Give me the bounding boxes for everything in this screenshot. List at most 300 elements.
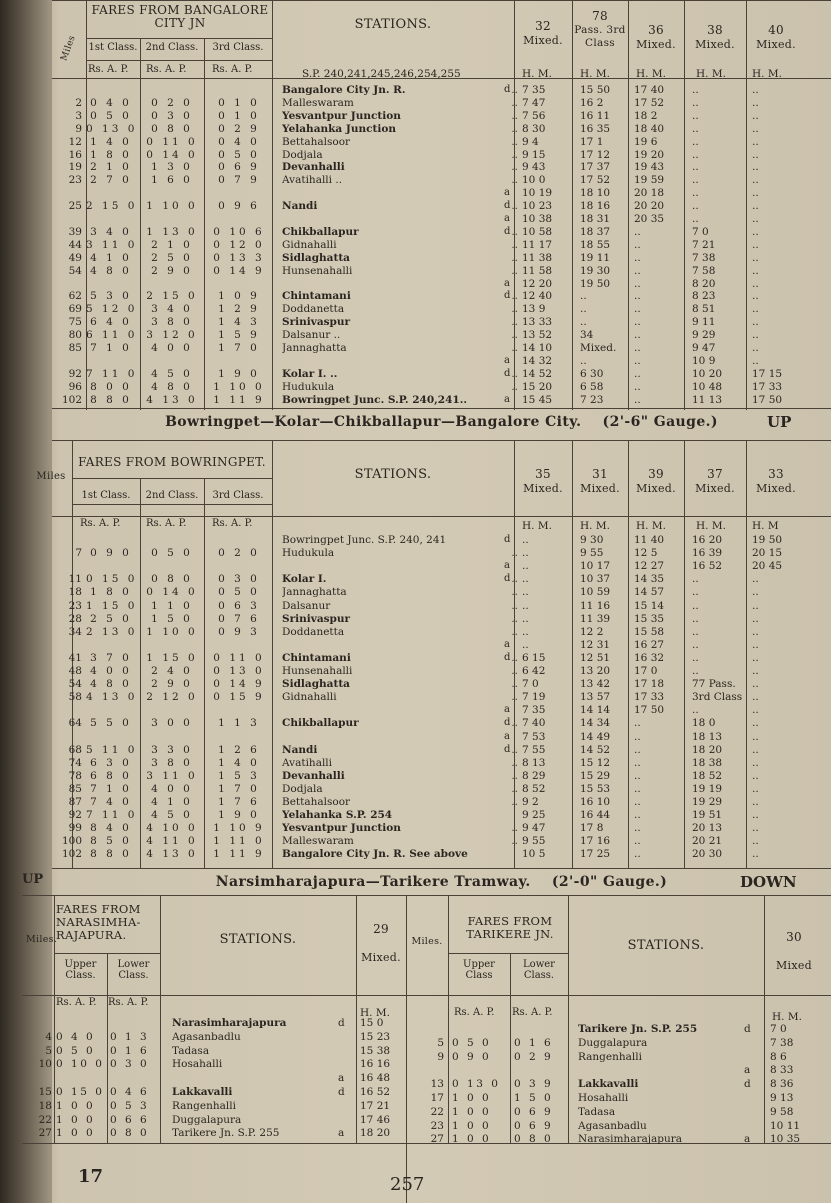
tram-left-time: 16 52 bbox=[360, 1086, 391, 1098]
time-cell: 16 32 bbox=[634, 651, 665, 664]
station-name: Avatihalli .. bbox=[282, 174, 343, 187]
tram-left-time: 16 48 bbox=[360, 1072, 391, 1085]
station-name: Kolar I. .. bbox=[282, 367, 338, 380]
fares-title: FARES FROM BANGALORE CITY JN bbox=[91, 3, 269, 30]
fare-1st-cell: 8 4 0 bbox=[90, 822, 132, 835]
fare-1st-cell: 6 3 0 bbox=[90, 756, 132, 769]
time-cell: 7 0 bbox=[692, 225, 709, 238]
leader-dots: .. bbox=[511, 612, 518, 625]
time-cell: 18 2 bbox=[634, 109, 658, 122]
fare-1st-cell: 2 7 0 bbox=[90, 174, 132, 187]
timetable-row bbox=[52, 809, 831, 821]
leader-dots: .. bbox=[511, 665, 518, 677]
direction-down: DOWN bbox=[740, 873, 797, 891]
timetable-row bbox=[52, 691, 831, 703]
timetable-row bbox=[52, 110, 831, 122]
tram-left-time: 15 23 bbox=[360, 1030, 391, 1043]
tram-right-miles: 5 bbox=[437, 1036, 444, 1049]
train-36-no: 36 bbox=[648, 23, 664, 37]
time-cell: 10 48 bbox=[692, 380, 723, 393]
tram-left-upper-fare: 0 4 0 bbox=[56, 1030, 96, 1043]
lower-class-3r: Lower Class. bbox=[523, 959, 555, 981]
station-name: Yelahanka S.P. 254 bbox=[282, 809, 393, 822]
station-name: Nandi bbox=[282, 743, 318, 756]
time-cell: .. bbox=[580, 303, 587, 316]
station-name: Nandi bbox=[282, 200, 318, 213]
tram-right-ad bbox=[744, 1120, 758, 1132]
time-cell: .. bbox=[634, 796, 641, 808]
time-cell: 10 9 bbox=[692, 354, 716, 367]
tram-left-miles: 5 bbox=[45, 1044, 52, 1057]
class1-header-2: 1st Class. bbox=[81, 490, 131, 501]
class3-header-2: 3rd Class. bbox=[212, 490, 264, 501]
time-cell: 13 57 bbox=[580, 691, 611, 704]
tram-right-lower-fare bbox=[514, 1023, 568, 1035]
train-39-no: 39 bbox=[648, 467, 664, 481]
time-cell: 19 29 bbox=[692, 796, 723, 808]
time-cell: .. bbox=[634, 303, 641, 316]
fare-1st-cell: 2 13 0 bbox=[86, 625, 138, 638]
time-cell: 17 0 bbox=[634, 665, 658, 677]
time-cell: .. bbox=[752, 769, 759, 782]
miles-cell: 100 bbox=[61, 835, 82, 848]
tram-left-station: Hosahalli bbox=[172, 1058, 223, 1071]
miles-cell: 102 bbox=[61, 393, 82, 406]
time-cell: .. bbox=[752, 835, 759, 848]
tram-left-lower-fare: 0 6 6 bbox=[110, 1113, 150, 1126]
time-cell: 16 2 bbox=[580, 96, 604, 109]
time-cell: .. bbox=[634, 393, 641, 406]
tram-right-station: Duggalapura bbox=[578, 1036, 648, 1049]
arr-dep-marker: d bbox=[504, 743, 511, 755]
time-cell: Mixed. bbox=[580, 342, 617, 354]
stations-header-3l: STATIONS. bbox=[219, 932, 297, 947]
time-cell: 16 35 bbox=[580, 122, 611, 135]
tram-left-time: 18 20 bbox=[360, 1127, 391, 1140]
fare-3rd-cell: 1 11 0 bbox=[213, 835, 265, 848]
fare-1st-cell: 8 8 0 bbox=[90, 848, 132, 861]
fare-1st-cell: 3 11 0 bbox=[86, 238, 138, 251]
arr-dep-marker: d bbox=[504, 573, 511, 585]
fare-3rd-cell: 1 2 9 bbox=[218, 303, 260, 316]
train-29-no: 29 bbox=[373, 922, 389, 936]
time-cell: .. bbox=[522, 612, 529, 625]
unit-3r-2: Rs. A. P. bbox=[512, 1007, 553, 1018]
time-cell: .. bbox=[522, 560, 529, 573]
time-cell: 7 40 bbox=[522, 717, 546, 730]
tram-right-lower-fare bbox=[514, 1064, 568, 1076]
station-name: Bettahalsoor bbox=[282, 796, 351, 808]
fare-1st-cell: 5 11 0 bbox=[86, 743, 138, 756]
time-cell: 11 17 bbox=[522, 238, 553, 251]
fare-2nd-cell: 4 5 0 bbox=[151, 367, 193, 380]
time-cell: 17 40 bbox=[634, 84, 665, 96]
fare-2nd-cell: 1 10 0 bbox=[146, 625, 198, 638]
time-cell: 18 31 bbox=[580, 213, 611, 225]
time-cell: 17 12 bbox=[580, 148, 611, 161]
fare-3rd-cell: 1 4 0 bbox=[218, 756, 260, 769]
miles-cell: 64 bbox=[68, 717, 82, 730]
tram-left-lower-fare: 0 1 6 bbox=[110, 1044, 150, 1057]
station-name: Bowringpet Junc. S.P. 240,241.. bbox=[282, 393, 468, 406]
fare-3rd-cell: 0 2 9 bbox=[218, 122, 260, 135]
leader-dots: .. bbox=[511, 547, 518, 560]
fare-2nd-cell: 0 8 0 bbox=[151, 122, 193, 135]
fare-2nd-cell: 3 3 0 bbox=[151, 743, 193, 756]
leader-dots: .. bbox=[511, 380, 518, 393]
time-cell: 8 29 bbox=[522, 769, 546, 782]
fare-3rd-cell: 1 9 0 bbox=[218, 809, 260, 822]
fare-2nd-cell: 4 13 0 bbox=[146, 393, 198, 406]
time-cell: 17 8 bbox=[580, 822, 604, 835]
miles-cell: 18 bbox=[68, 586, 82, 599]
leader-dots: .. bbox=[511, 743, 518, 756]
timetable-row bbox=[52, 84, 831, 96]
train-38-type: Mixed. bbox=[695, 38, 735, 51]
miles-cell: 99 bbox=[68, 822, 82, 835]
fare-1st-cell: 0 5 0 bbox=[90, 109, 132, 122]
station-name: Hunsenahalli bbox=[282, 264, 353, 277]
section-tramway bbox=[26, 895, 831, 1155]
timetable-row bbox=[52, 613, 831, 625]
arr-dep-marker: a bbox=[504, 187, 510, 199]
timetable-row bbox=[52, 368, 831, 380]
time-cell: .. bbox=[634, 730, 641, 743]
leader-dots: .. bbox=[511, 316, 518, 329]
tram-right-station: Narasimharajapura bbox=[578, 1133, 683, 1146]
fare-2nd-cell: 0 5 0 bbox=[151, 547, 193, 560]
time-cell: 15 45 bbox=[522, 393, 553, 406]
fare-2nd-cell: 3 12 0 bbox=[146, 329, 198, 342]
tram-left-lower-fare: 0 4 6 bbox=[110, 1086, 150, 1098]
fare-1st-cell: 4 8 0 bbox=[90, 264, 132, 277]
time-cell: .. bbox=[752, 638, 759, 651]
miles-cell: 49 bbox=[68, 251, 82, 264]
section-bowringpet-bangalore bbox=[22, 440, 831, 891]
tram-left-station: Narasimharajapura bbox=[172, 1017, 287, 1029]
class2-header-2: 2nd Class. bbox=[145, 490, 199, 501]
tram-left-lower-fare bbox=[110, 1017, 160, 1029]
station-name: Hunsenahalli bbox=[282, 665, 353, 677]
timetable-row bbox=[52, 744, 831, 756]
train-29-type: Mixed. bbox=[361, 951, 401, 964]
station-name: Devanhalli bbox=[282, 161, 345, 174]
leader-dots: .. bbox=[511, 717, 518, 730]
tram-right-time: 7 0 bbox=[770, 1023, 787, 1035]
time-cell: 14 32 bbox=[522, 354, 553, 367]
tram-right-ad: a bbox=[744, 1133, 751, 1146]
route-title-2 bbox=[52, 874, 831, 890]
tram-right-ad bbox=[744, 1106, 758, 1118]
fares-title-3l: FARES FROM NARASIMHA-RAJAPURA. bbox=[56, 902, 141, 942]
tram-right-upper-fare: 0 5 0 bbox=[452, 1036, 492, 1049]
tram-right-time: 9 58 bbox=[770, 1105, 794, 1118]
time-cell: .. bbox=[634, 367, 641, 380]
time-cell: .. bbox=[580, 290, 587, 303]
fare-1st-cell: 0 9 0 bbox=[90, 547, 132, 560]
fare-3rd-cell: 1 7 0 bbox=[218, 782, 260, 795]
time-cell: .. bbox=[522, 534, 529, 546]
fare-3rd-cell: 1 5 9 bbox=[218, 329, 260, 342]
fare-1st-cell: 2 1 0 bbox=[90, 161, 132, 174]
time-cell: 13 20 bbox=[580, 665, 611, 677]
time-cell: .. bbox=[634, 225, 641, 238]
tram-left-station: Duggalapura bbox=[172, 1113, 242, 1126]
tram-right-upper-fare bbox=[452, 1064, 508, 1076]
hm-3r: H. M. bbox=[772, 1011, 802, 1023]
fare-3rd-cell: 0 14 9 bbox=[213, 264, 265, 277]
timetable-row bbox=[52, 136, 831, 148]
leader-dots: .. bbox=[511, 342, 518, 354]
miles-cell: 68 bbox=[68, 743, 82, 756]
time-cell: 17 50 bbox=[634, 704, 665, 717]
timetable-row bbox=[52, 547, 831, 559]
time-cell: .. bbox=[752, 303, 759, 316]
time-cell: .. bbox=[522, 599, 529, 612]
class3-header: 3rd Class. bbox=[212, 42, 264, 53]
fare-3rd-cell: 1 5 3 bbox=[218, 769, 260, 782]
arr-dep-marker: a bbox=[504, 213, 510, 224]
fare-3rd-cell: 1 11 9 bbox=[213, 393, 265, 406]
time-cell: 7 38 bbox=[692, 251, 716, 264]
train-36-type: Mixed. bbox=[636, 38, 676, 51]
time-cell: 10 19 bbox=[522, 187, 553, 200]
time-cell: .. bbox=[634, 809, 641, 822]
time-cell: .. bbox=[752, 84, 759, 96]
time-cell: .. bbox=[752, 730, 759, 743]
time-cell: 20 13 bbox=[692, 822, 723, 835]
time-cell: .. bbox=[752, 316, 759, 329]
time-cell: 18 52 bbox=[692, 769, 723, 782]
time-cell: .. bbox=[752, 238, 759, 251]
station-name: Gidnahalli bbox=[282, 238, 337, 251]
time-cell: 19 59 bbox=[634, 174, 665, 187]
leader-dots: .. bbox=[511, 822, 518, 835]
leader-dots: .. bbox=[511, 122, 518, 135]
leader-dots: .. bbox=[511, 769, 518, 782]
time-cell: 8 30 bbox=[522, 122, 546, 135]
time-cell: .. bbox=[692, 586, 699, 599]
tram-left-upper-fare bbox=[56, 1072, 106, 1084]
time-cell: 7 55 bbox=[522, 743, 546, 756]
leader-dots: .. bbox=[511, 84, 518, 96]
fare-3rd-cell: 1 4 3 bbox=[218, 316, 260, 329]
fare-3rd-cell: 1 9 0 bbox=[218, 367, 260, 380]
fare-3rd-cell: 0 1 0 bbox=[218, 109, 260, 122]
time-cell: .. bbox=[752, 213, 759, 225]
hm-3: H. M. bbox=[636, 68, 666, 80]
fare-1st-cell: 3 7 0 bbox=[90, 651, 132, 664]
fare-1st-cell: 8 0 0 bbox=[90, 380, 132, 393]
time-cell: .. bbox=[692, 96, 699, 109]
leader-dots: .. bbox=[511, 148, 518, 161]
time-cell: 17 16 bbox=[580, 835, 611, 848]
tram-left-miles: 15 bbox=[38, 1086, 52, 1098]
timetable-row bbox=[52, 213, 831, 225]
tram-right-station: Hosahalli bbox=[578, 1092, 629, 1104]
unit-2-3: Rs. A. P. bbox=[212, 518, 253, 529]
page-number-center: 257 bbox=[390, 1174, 425, 1195]
fare-3rd-cell: 0 4 0 bbox=[218, 135, 260, 148]
fare-3rd-cell: 0 6 9 bbox=[218, 161, 260, 174]
timetable-row bbox=[52, 329, 831, 341]
fare-2nd-cell: 0 11 0 bbox=[146, 135, 198, 148]
leader-dots: .. bbox=[511, 586, 518, 599]
fare-2nd-cell: 2 5 0 bbox=[151, 251, 193, 264]
time-cell: 19 50 bbox=[752, 534, 783, 546]
time-cell: .. bbox=[634, 316, 641, 329]
arr-dep-marker: d bbox=[504, 717, 511, 729]
hm-2: H. M. bbox=[580, 68, 610, 80]
leader-dots: .. bbox=[511, 200, 518, 213]
leader-dots: .. bbox=[511, 678, 518, 691]
tram-right-ad: d bbox=[744, 1023, 751, 1035]
fare-1st-cell: 6 11 0 bbox=[86, 329, 138, 342]
tram-left-ad bbox=[338, 1045, 352, 1057]
station-name: Dalsanur bbox=[282, 599, 331, 612]
station-name: Dodjala bbox=[282, 148, 323, 161]
miles-cell: 28 bbox=[68, 612, 82, 625]
time-cell: 6 30 bbox=[580, 367, 604, 380]
station-name: Srinivaspur bbox=[282, 316, 351, 329]
fare-1st-cell: 6 4 0 bbox=[90, 316, 132, 329]
arr-dep-marker: a bbox=[504, 354, 510, 366]
station-name: Chintamani bbox=[282, 290, 351, 303]
arr-dep-marker: a bbox=[504, 560, 510, 572]
timetable-row bbox=[52, 355, 831, 367]
leader-dots: .. bbox=[511, 782, 518, 795]
time-cell: 19 6 bbox=[634, 135, 658, 148]
time-cell: 7 19 bbox=[522, 691, 546, 704]
station-name: Hudukula bbox=[282, 380, 335, 393]
leader-dots: .. bbox=[511, 573, 518, 586]
leader-dots: .. bbox=[511, 303, 518, 316]
timetable-row bbox=[52, 278, 831, 290]
timetable-row bbox=[52, 822, 831, 834]
tram-right-ad: d bbox=[744, 1078, 751, 1091]
fare-2nd-cell: 1 15 0 bbox=[146, 651, 198, 664]
fare-3rd-cell: 0 7 6 bbox=[218, 612, 260, 625]
time-cell: 10 17 bbox=[580, 560, 611, 573]
fare-2nd-cell: 2 9 0 bbox=[151, 678, 193, 691]
time-cell: 12 40 bbox=[522, 290, 553, 303]
tram-left-lower-fare: 0 8 0 bbox=[110, 1127, 150, 1140]
tram-left-upper-fare bbox=[56, 1017, 106, 1029]
fare-2nd-cell: 2 4 0 bbox=[151, 665, 193, 677]
time-cell: .. bbox=[752, 225, 759, 238]
time-cell: .. bbox=[752, 809, 759, 822]
time-cell: 19 43 bbox=[634, 161, 665, 174]
time-cell: 11 13 bbox=[692, 393, 723, 406]
time-cell: .. bbox=[752, 573, 759, 586]
time-cell: 10 58 bbox=[522, 225, 553, 238]
time-cell: 9 4 bbox=[522, 135, 539, 148]
time-cell: 9 25 bbox=[522, 809, 546, 822]
tram-left-station: Tadasa bbox=[172, 1044, 210, 1057]
fare-2nd-cell: 3 8 0 bbox=[151, 756, 193, 769]
time-cell: .. bbox=[752, 122, 759, 135]
time-cell: 20 15 bbox=[752, 547, 783, 560]
train-38-no: 38 bbox=[707, 23, 723, 37]
time-cell: 17 33 bbox=[634, 691, 665, 704]
fare-1st-cell: 0 13 0 bbox=[86, 122, 138, 135]
time-cell: 13 33 bbox=[522, 316, 553, 329]
time-cell: 16 20 bbox=[692, 534, 723, 546]
train-32-type: Mixed. bbox=[523, 34, 563, 47]
time-cell: 9 47 bbox=[522, 822, 546, 835]
tram-right-lower-fare: 0 6 9 bbox=[514, 1105, 554, 1118]
time-cell: .. bbox=[752, 251, 759, 264]
miles-cell: 80 bbox=[68, 329, 82, 342]
arr-dep-marker: a bbox=[504, 638, 510, 650]
hm-2-3: H. M. bbox=[636, 520, 666, 532]
tram-right-miles: 23 bbox=[430, 1119, 444, 1132]
tram-left-upper-fare: 0 5 0 bbox=[56, 1044, 96, 1057]
tram-right-ad bbox=[744, 1037, 758, 1049]
time-cell: .. bbox=[522, 625, 529, 638]
time-cell: 17 18 bbox=[634, 678, 665, 691]
tram-right-upper-fare: 1 0 0 bbox=[452, 1092, 492, 1104]
station-name: Chikballapur bbox=[282, 225, 359, 238]
miles-cell: 23 bbox=[68, 599, 82, 612]
fare-1st-cell: 1 8 0 bbox=[90, 148, 132, 161]
tram-left-miles bbox=[22, 1072, 52, 1084]
fare-1st-cell: 1 4 0 bbox=[90, 135, 132, 148]
time-cell: 7 21 bbox=[692, 238, 716, 251]
tram-right-time: 8 33 bbox=[770, 1064, 794, 1077]
fare-2nd-cell: 0 3 0 bbox=[151, 109, 193, 122]
time-cell: 19 11 bbox=[580, 251, 611, 264]
time-cell: 9 43 bbox=[522, 161, 546, 174]
tram-left-time: 17 46 bbox=[360, 1113, 391, 1126]
time-cell: .. bbox=[752, 717, 759, 730]
fare-1st-cell: 7 1 0 bbox=[90, 342, 132, 354]
tram-left-miles bbox=[22, 1017, 52, 1029]
fare-2nd-cell: 1 1 0 bbox=[151, 599, 193, 612]
tram-left-ad: a bbox=[338, 1072, 345, 1085]
timetable-row bbox=[52, 586, 831, 598]
time-cell: .. bbox=[522, 573, 529, 586]
tram-right-station bbox=[578, 1064, 728, 1076]
miles-header-3l: Miles. bbox=[26, 934, 58, 945]
unit-3: Rs. A. P. bbox=[212, 64, 253, 75]
timetable-sheet bbox=[22, 0, 831, 1203]
fares-title-2: FARES FROM BOWRINGPET. bbox=[78, 455, 266, 469]
tram-right-ad bbox=[744, 1051, 758, 1063]
tram-right-station: Tarikere Jn. S.P. 255 bbox=[578, 1023, 698, 1035]
fare-1st-cell: 4 0 0 bbox=[90, 665, 132, 677]
time-cell: .. bbox=[692, 625, 699, 638]
fare-1st-cell: 0 15 0 bbox=[86, 573, 138, 586]
station-name: Gidnahalli bbox=[282, 691, 337, 704]
fare-1st-cell: 4 8 0 bbox=[90, 678, 132, 691]
time-cell: 14 49 bbox=[580, 730, 611, 743]
time-cell: .. bbox=[634, 277, 641, 290]
time-cell: 17 50 bbox=[752, 393, 783, 406]
fare-1st-cell: 7 11 0 bbox=[86, 367, 138, 380]
leader-dots: .. bbox=[511, 691, 518, 704]
time-cell: 11 40 bbox=[634, 534, 665, 546]
timetable-row bbox=[52, 639, 831, 651]
time-cell: 15 12 bbox=[580, 756, 611, 769]
upper-class-3r: Upper Class bbox=[463, 959, 495, 981]
route-title-1-text: Bowringpet—Kolar—Chikballapur—Bangalore City. bbox=[165, 414, 582, 430]
hm-2-4: H. M. bbox=[696, 520, 726, 532]
timetable-row bbox=[52, 265, 831, 277]
tram-right-upper-fare: 0 13 0 bbox=[452, 1078, 501, 1091]
fare-2nd-cell: 1 3 0 bbox=[151, 161, 193, 174]
train-78-no: 78 bbox=[592, 9, 608, 23]
